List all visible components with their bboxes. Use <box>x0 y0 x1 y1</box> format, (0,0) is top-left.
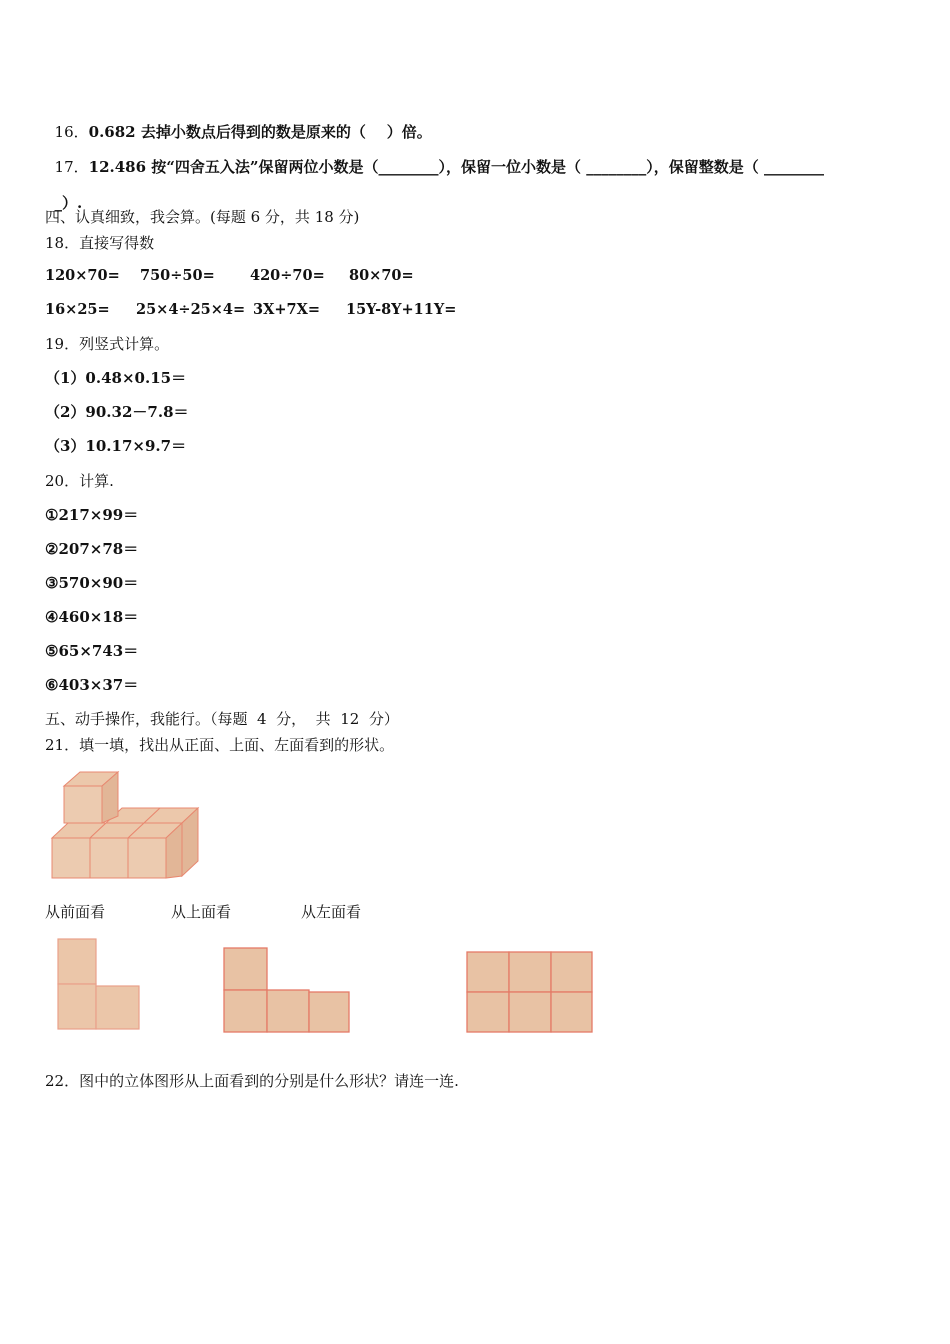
calc-item: ⑥403×37＝ <box>45 676 139 694</box>
calc-item: ④460×18＝ <box>45 608 139 626</box>
cube-front-face <box>128 838 166 878</box>
cube-figure <box>48 768 208 883</box>
question-text: 0.682 去掉小数点后得到的数是原来的（ ）倍。 <box>88 123 432 141</box>
view-square <box>551 992 592 1032</box>
calc-item: ⑤65×743＝ <box>45 642 139 660</box>
cube-front-face <box>64 786 102 823</box>
calc-item: 25×4÷25×4= <box>136 301 246 318</box>
view-label-top: 从上面看 <box>171 903 232 921</box>
calc-item: 3X+7X= <box>253 301 320 318</box>
view-label-left: 从左面看 <box>301 903 362 921</box>
calc-item: ③570×90＝ <box>45 574 139 592</box>
view-square <box>224 990 267 1032</box>
view-square <box>267 990 309 1032</box>
question-20-title: 20．计算. <box>45 472 114 490</box>
view-square <box>467 952 509 992</box>
calc-item: 80×70= <box>349 267 414 284</box>
question-text-tail: _）. <box>54 194 83 212</box>
calc-item: 15Y-8Y+11Y= <box>346 301 457 318</box>
view-square <box>509 952 551 992</box>
question-number: 16． <box>54 123 89 141</box>
calc-item: 420÷70= <box>250 267 325 284</box>
front-view-figure <box>56 937 142 1031</box>
view-square <box>309 992 349 1032</box>
question-18-title: 18．直接写得数 <box>45 234 155 252</box>
question-number: 17． <box>54 158 89 176</box>
question-16 <box>45 102 432 142</box>
question-22-title: 22．图中的立体图形从上面看到的分别是什么形状？请连一连. <box>45 1072 459 1090</box>
view-square <box>467 992 509 1032</box>
top-view-figure <box>222 946 352 1034</box>
view-square <box>58 984 96 1029</box>
cube-front-face <box>52 838 90 878</box>
calc-item: 16×25= <box>45 301 110 318</box>
calc-item: 750÷50= <box>140 267 215 284</box>
section-4-title: 四、认真细致，我会算。(每题 6 分，共 18 分) <box>45 208 360 226</box>
calc-item: ②207×78＝ <box>45 540 139 558</box>
left-view-figure <box>465 950 595 1034</box>
vertical-calc-item: （1）0.48×0.15＝ <box>45 369 187 387</box>
view-square <box>509 992 551 1032</box>
question-17 <box>45 137 824 177</box>
vertical-calc-item: （3）10.17×9.7＝ <box>45 437 187 455</box>
calc-item: 120×70= <box>45 267 120 284</box>
view-square <box>551 952 592 992</box>
vertical-calc-item: （2）90.32－7.8＝ <box>45 403 189 421</box>
view-square <box>96 986 139 1029</box>
question-21-title: 21．填一填，找出从正面、上面、左面看到的形状。 <box>45 736 395 754</box>
cube-front-face <box>90 838 128 878</box>
question-text: 12.486 按“四舍五入法”保留两位小数是（________），保留一位小数是（ ________），保留整数是（ ________ <box>88 158 824 176</box>
question-19-title: 19．列竖式计算。 <box>45 335 170 353</box>
view-square <box>58 939 96 984</box>
calc-item: ①217×99＝ <box>45 506 139 524</box>
view-square <box>224 948 267 990</box>
view-label-front: 从前面看 <box>45 903 106 921</box>
section-5-title: 五、动手操作，我能行。（每题 4 分， 共 12 分） <box>45 710 399 728</box>
